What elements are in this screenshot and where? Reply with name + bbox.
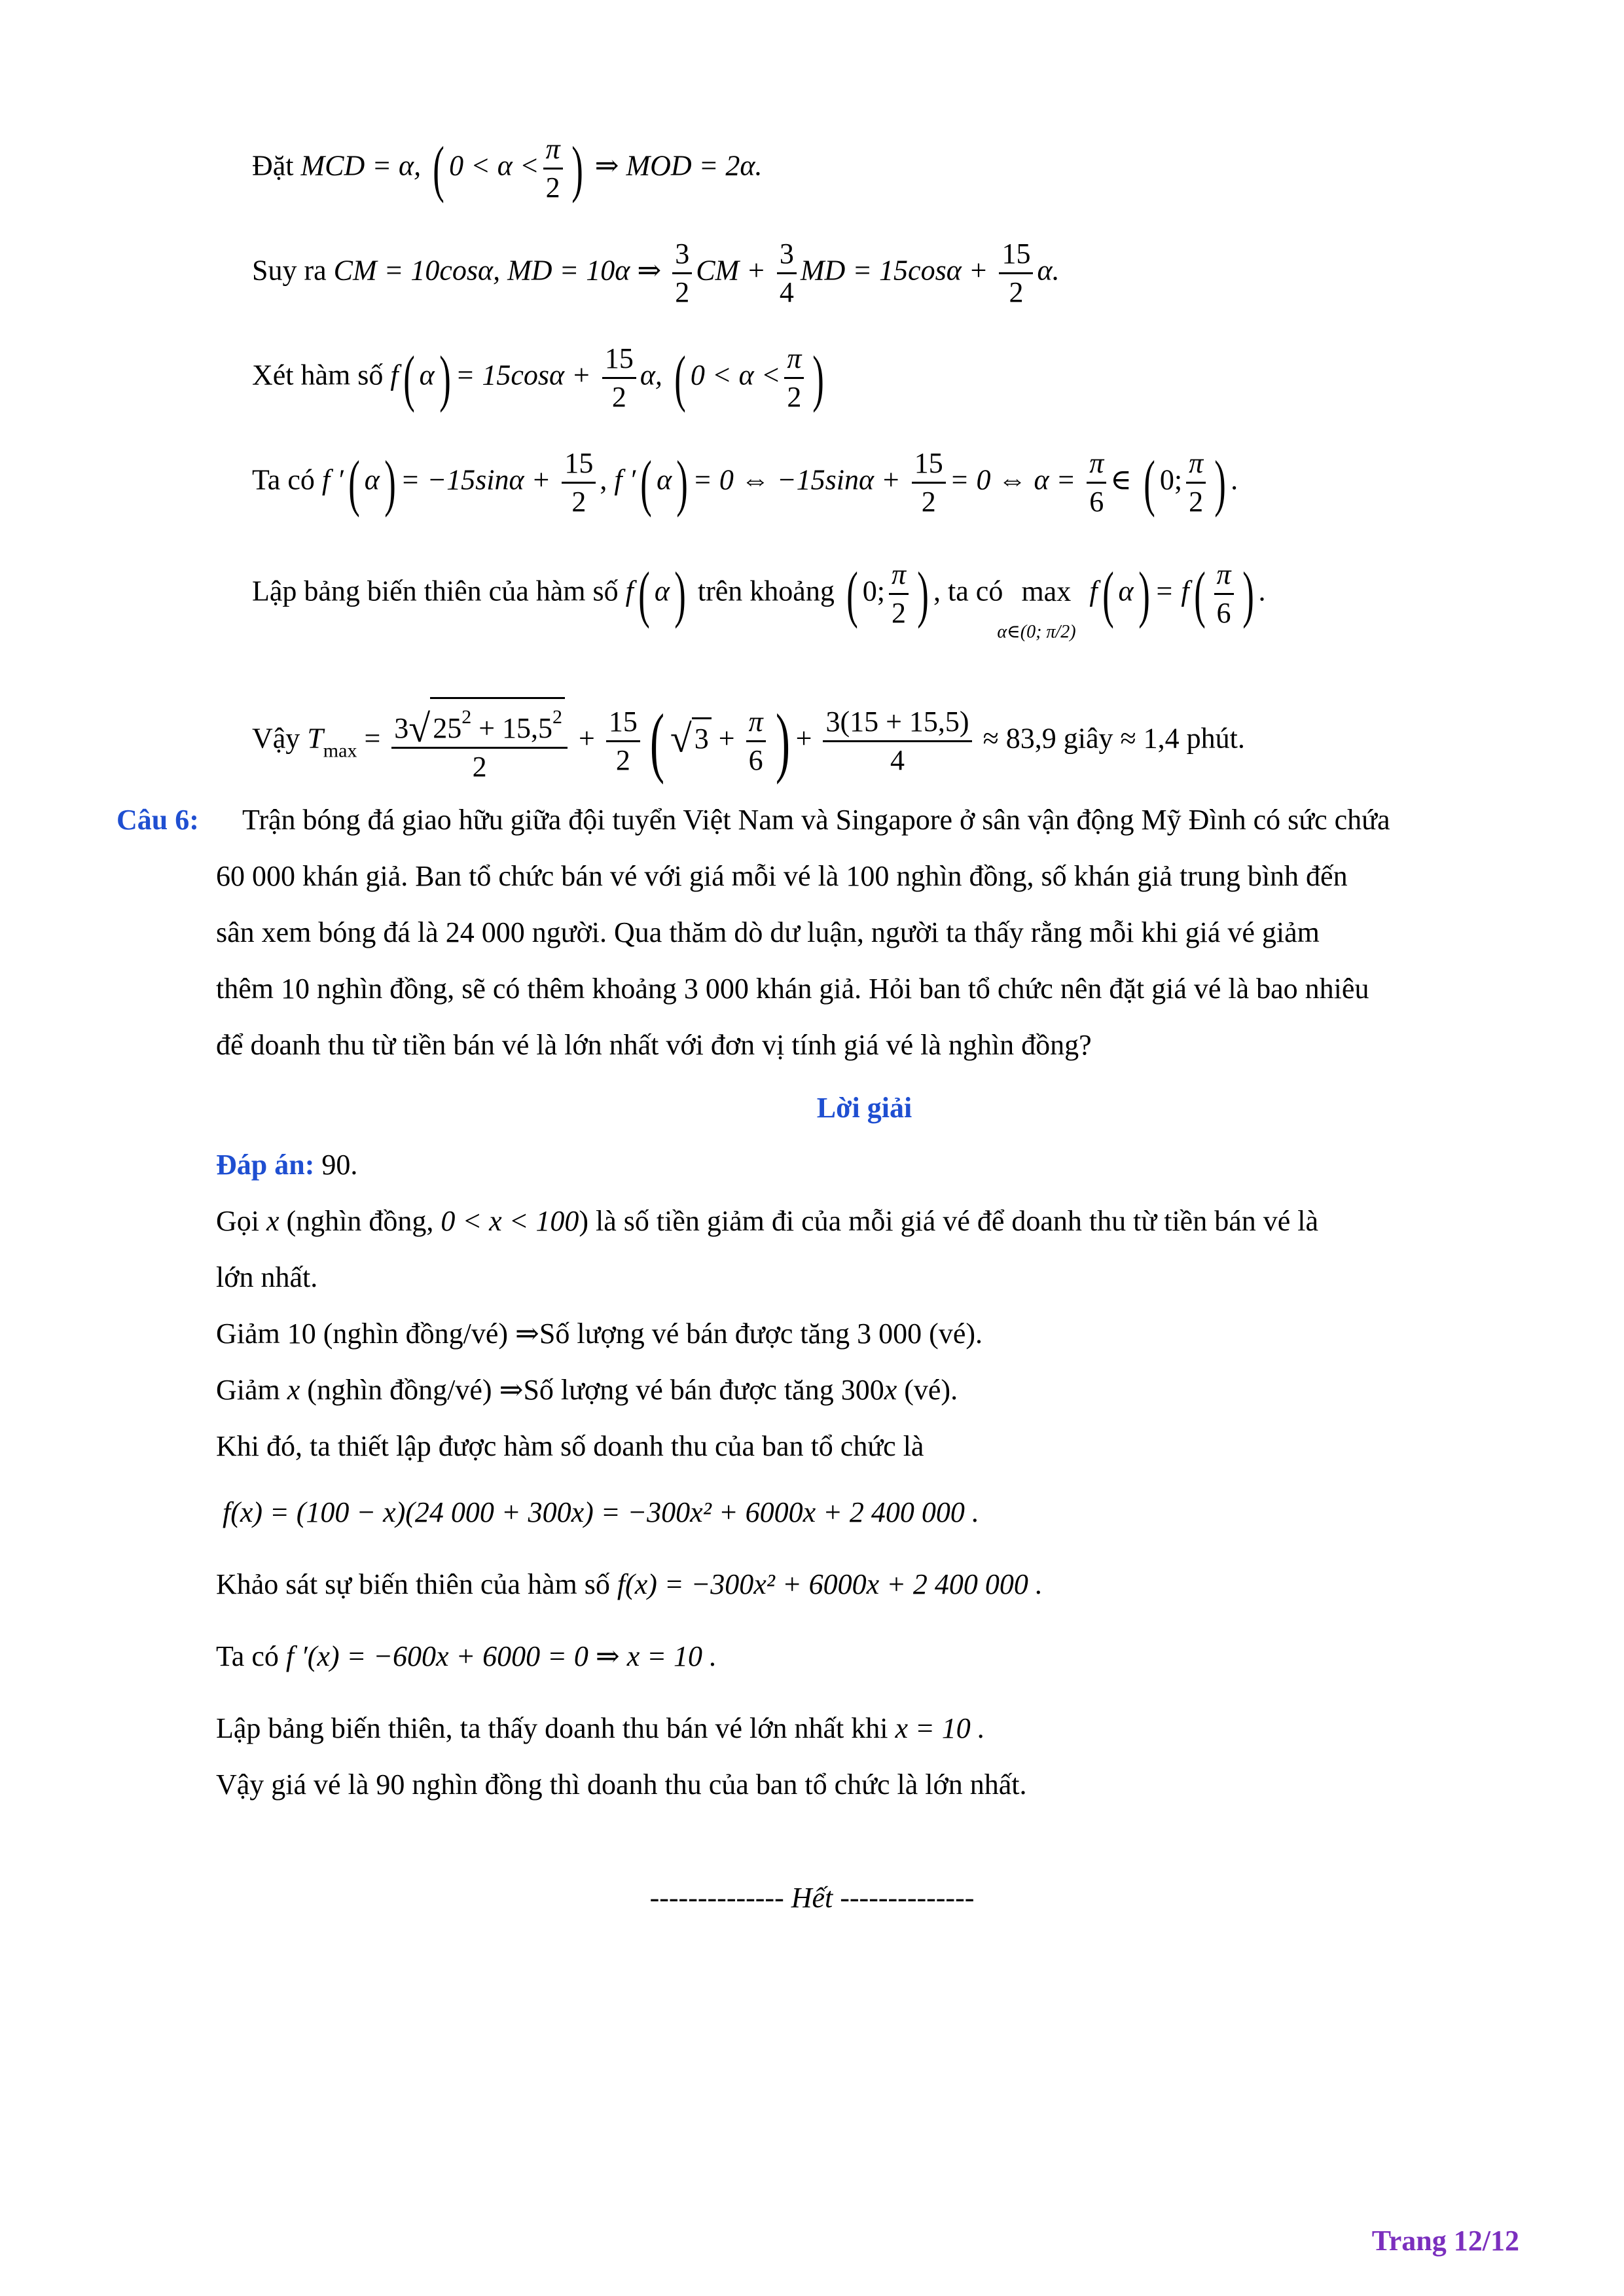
- math: α.: [1037, 254, 1060, 287]
- math: f ′: [321, 463, 344, 496]
- exponent: 2: [552, 706, 563, 728]
- fraction: [562, 445, 596, 520]
- denominator: 2: [571, 486, 586, 518]
- math: = 2α.: [698, 149, 763, 182]
- math: = f: [1154, 575, 1189, 607]
- math: = 10cosα,: [384, 254, 501, 287]
- math: α: [364, 463, 380, 496]
- math: x: [266, 1205, 280, 1237]
- solution-step-10: Vậy giá vé là 90 nghìn đồng thì doanh thu của ban tổ chức là lớn nhất.: [216, 1768, 1027, 1801]
- denominator: 6: [1089, 486, 1104, 518]
- exponent: 2: [461, 706, 472, 728]
- solution-line-5: [252, 556, 1266, 642]
- period: .: [1258, 575, 1266, 607]
- math: f: [390, 359, 399, 391]
- period: .: [1231, 463, 1238, 496]
- max-subscript: α∈(0; π/2): [997, 621, 1076, 642]
- text: Suy ra: [252, 254, 327, 287]
- solution-step-8: [216, 1628, 717, 1685]
- numerator: π: [1186, 445, 1206, 484]
- question-line-4: thêm 10 nghìn đồng, sẽ có thêm khoảng 3 000 khán giả. Hỏi ban tổ chức nên đặt giá vé là bao nhiêu: [216, 973, 1369, 1005]
- math: α: [657, 463, 672, 496]
- math: α: [1118, 575, 1134, 607]
- math: MCD: [300, 149, 365, 182]
- paren-close: ): [1242, 558, 1254, 629]
- numerator: π: [1214, 556, 1234, 595]
- rad-b: + 15,5: [478, 712, 553, 744]
- denominator: 2: [611, 381, 626, 413]
- fraction: [889, 556, 909, 632]
- numerator: π: [784, 340, 804, 379]
- fraction: [746, 704, 766, 779]
- denominator: 2: [675, 276, 690, 308]
- paren-open: (: [403, 342, 415, 413]
- question-line-5: để doanh thu từ tiền bán vé là lớn nhất với đơn vị tính giá vé là nghìn đồng?: [216, 1029, 1092, 1061]
- solution-step-1: [216, 1193, 1318, 1249]
- text: Giảm: [216, 1374, 280, 1406]
- question-line-1: Trận bóng đá giao hữu giữa đội tuyển Việt Nam và Singapore ở sân vận động Mỹ Đình có sức chứa: [242, 804, 1390, 836]
- text: trên khoảng: [697, 575, 835, 607]
- max-operator: [997, 572, 1082, 642]
- solution-step-2: lớn nhất.: [216, 1261, 318, 1293]
- math: = −15sinα +: [400, 463, 551, 496]
- text: Đặt: [252, 149, 294, 182]
- solution-line-6: [252, 697, 1245, 785]
- fraction: [1087, 445, 1106, 520]
- paren-close: ): [439, 342, 451, 413]
- text: ) là số tiền giảm đi của mỗi giá vé để doanh thu từ tiền bán vé là: [579, 1205, 1319, 1237]
- answer-value: 90: [321, 1149, 351, 1181]
- numerator: π: [1087, 445, 1106, 484]
- numerator: π: [543, 131, 563, 170]
- numerator: 3: [672, 236, 692, 274]
- numerator: 15: [606, 704, 640, 742]
- fraction: [543, 131, 563, 206]
- text: (nghìn đồng,: [286, 1205, 434, 1237]
- paren-close: ): [812, 342, 825, 413]
- math: x = 10 .: [895, 1712, 985, 1744]
- denominator: 2: [1189, 486, 1204, 518]
- question-line-3: sân xem bóng đá là 24 000 người. Qua thăm dò dư luận, người ta thấy rằng mỗi khi giá vé giảm: [216, 916, 1320, 948]
- denominator: 2: [892, 597, 907, 629]
- math: < 100: [509, 1205, 579, 1237]
- sqrt-icon: √: [408, 707, 431, 750]
- paren-close: ): [571, 133, 583, 204]
- numerator: 15: [602, 340, 636, 379]
- text: Khảo sát sự biến thiên của hàm số: [216, 1568, 610, 1600]
- paren-open: (: [1102, 558, 1114, 629]
- rad-a: 25: [433, 712, 462, 744]
- math: x: [489, 1205, 502, 1237]
- solution-step-9: [216, 1700, 985, 1757]
- solution-line-2: [252, 236, 1060, 311]
- plus: +: [579, 722, 595, 755]
- answer-line: [216, 1137, 357, 1193]
- text: Xét hàm số: [252, 359, 384, 391]
- paren-open: (: [640, 447, 652, 518]
- numerator: π: [746, 704, 766, 742]
- answer-label: Đáp án:: [216, 1149, 315, 1181]
- fraction: [777, 236, 797, 311]
- math: MD: [507, 254, 552, 287]
- text: Gọi: [216, 1205, 259, 1237]
- paren-close: ): [384, 447, 396, 518]
- subscript: max: [323, 740, 357, 762]
- paren-close: ): [676, 447, 689, 518]
- question-line-2: 60 000 khán giả. Ban tổ chức bán vé với giá mỗi vé là 100 nghìn đồng, số khán giả trung bình đến: [216, 860, 1348, 892]
- numerator: π: [889, 556, 909, 595]
- paren-open: (: [1193, 558, 1206, 629]
- equals: =: [364, 722, 381, 755]
- paren-open: (: [674, 342, 686, 413]
- text: , ta có: [933, 575, 1003, 607]
- solution-heading: Lời giải: [816, 1092, 912, 1124]
- denominator: 6: [1216, 597, 1231, 629]
- radicand: 3: [692, 717, 712, 759]
- math: = α,: [372, 149, 422, 182]
- math: α,: [640, 359, 662, 391]
- text: Ta có: [252, 463, 315, 496]
- plus: +: [718, 722, 735, 755]
- question-label: Câu 6:: [117, 804, 199, 836]
- paren-open: (: [649, 697, 664, 785]
- denominator: 2: [787, 381, 802, 413]
- fraction: [1214, 556, 1234, 632]
- paren-open: (: [1144, 447, 1155, 518]
- text: Lập bảng biến thiên của hàm số: [252, 575, 619, 607]
- solution-step-5: Khi đó, ta thiết lập được hàm số doanh thu của ban tổ chức là: [216, 1430, 924, 1462]
- denominator: 4: [779, 276, 794, 308]
- element-of: ∈: [1110, 463, 1132, 496]
- math: x: [287, 1374, 300, 1406]
- fraction: [784, 340, 804, 416]
- page-number: Trang 12/12: [1371, 2225, 1519, 2257]
- numerator: 15: [999, 236, 1033, 274]
- fraction: [606, 704, 640, 779]
- math: f(x) = −300x² + 6000x + 2 400 000 .: [617, 1568, 1043, 1600]
- math: MOD: [626, 149, 692, 182]
- paren-close: ): [917, 558, 929, 629]
- paren-open: (: [348, 447, 360, 518]
- solution-step-3: Giảm 10 (nghìn đồng/vé) ⇒Số lượng vé bán được tăng 3 000 (vé).: [216, 1318, 983, 1350]
- math: T: [307, 722, 323, 755]
- implies: ⇒: [594, 149, 619, 182]
- coef: 3: [394, 712, 409, 744]
- numerator: 15: [562, 445, 596, 484]
- numerator: 3: [777, 236, 797, 274]
- fraction: [823, 704, 971, 779]
- math: CM +: [696, 254, 766, 287]
- paren-open: (: [433, 133, 444, 204]
- math: f: [625, 575, 634, 607]
- math: 0 < α <: [690, 359, 781, 391]
- solution-step-4: [216, 1362, 958, 1418]
- math: = 0 ⇔ α =: [949, 463, 1076, 496]
- paren-close: ): [775, 697, 790, 785]
- fraction: [1186, 445, 1206, 520]
- sqrt-icon: √: [670, 717, 692, 761]
- comma: ,: [600, 463, 607, 496]
- math: = 15cosα +: [852, 254, 988, 287]
- text: Lập bảng biến thiên, ta thấy doanh thu bán vé lớn nhất khi: [216, 1712, 888, 1744]
- max-text: max: [1021, 575, 1072, 607]
- text: Vậy: [252, 722, 300, 755]
- solution-step-6: f(x) = (100 − x)(24 000 + 300x) = −300x² + 6000x + 2 400 000 .: [223, 1496, 979, 1528]
- paren-close: ): [1138, 558, 1150, 629]
- math: f: [1089, 575, 1098, 607]
- paren-open: (: [638, 558, 650, 629]
- text: Ta có: [216, 1640, 279, 1672]
- math: 0 < α <: [449, 149, 539, 182]
- math: 0;: [1159, 463, 1183, 496]
- denominator: 2: [1009, 276, 1024, 308]
- solution-line-4: [252, 445, 1238, 520]
- math: = 10α ⇒: [559, 254, 662, 287]
- paren-close: ): [1214, 447, 1226, 518]
- fraction: [672, 236, 692, 311]
- math: = 15cosα +: [455, 359, 591, 391]
- math: 0 <: [441, 1205, 482, 1237]
- fraction: [999, 236, 1033, 311]
- denominator: 6: [748, 744, 763, 776]
- solution-step-7: [216, 1556, 1043, 1613]
- fraction: [602, 340, 636, 416]
- math: MD: [800, 254, 846, 287]
- denominator: 2: [921, 486, 936, 518]
- approx-result: ≈ 83,9 giây ≈ 1,4 phút.: [983, 722, 1245, 755]
- radicand: [430, 697, 565, 747]
- math: α: [419, 359, 435, 391]
- numerator: 3(15 + 15,5): [823, 704, 971, 742]
- math: f ′(x) = −600x + 6000 = 0 ⇒ x = 10 .: [285, 1640, 717, 1672]
- paren-close: ): [674, 558, 686, 629]
- solution-line-3: [252, 340, 829, 416]
- end-mark: -------------- Hết --------------: [649, 1882, 975, 1914]
- denominator: 2: [545, 171, 560, 204]
- denominator: 2: [615, 744, 630, 776]
- period: .: [350, 1149, 358, 1181]
- denominator: 4: [890, 744, 905, 776]
- fraction: [912, 445, 946, 520]
- math: 0;: [862, 575, 886, 607]
- solution-line-1: [252, 131, 762, 206]
- sub-text: α∈: [997, 621, 1020, 642]
- math: x: [884, 1374, 897, 1406]
- math: α: [654, 575, 670, 607]
- math: f ′: [614, 463, 636, 496]
- numerator: 15: [912, 445, 946, 484]
- denominator: 2: [472, 751, 487, 783]
- text: (nghìn đồng/vé) ⇒Số lượng vé bán được tăng 300: [307, 1374, 884, 1406]
- plus: +: [795, 722, 812, 755]
- fraction-radical: [391, 697, 568, 785]
- text: (vé).: [904, 1374, 958, 1406]
- math: = 0 ⇔ −15sinα +: [693, 463, 901, 496]
- math: CM: [333, 254, 377, 287]
- paren-open: (: [846, 558, 858, 629]
